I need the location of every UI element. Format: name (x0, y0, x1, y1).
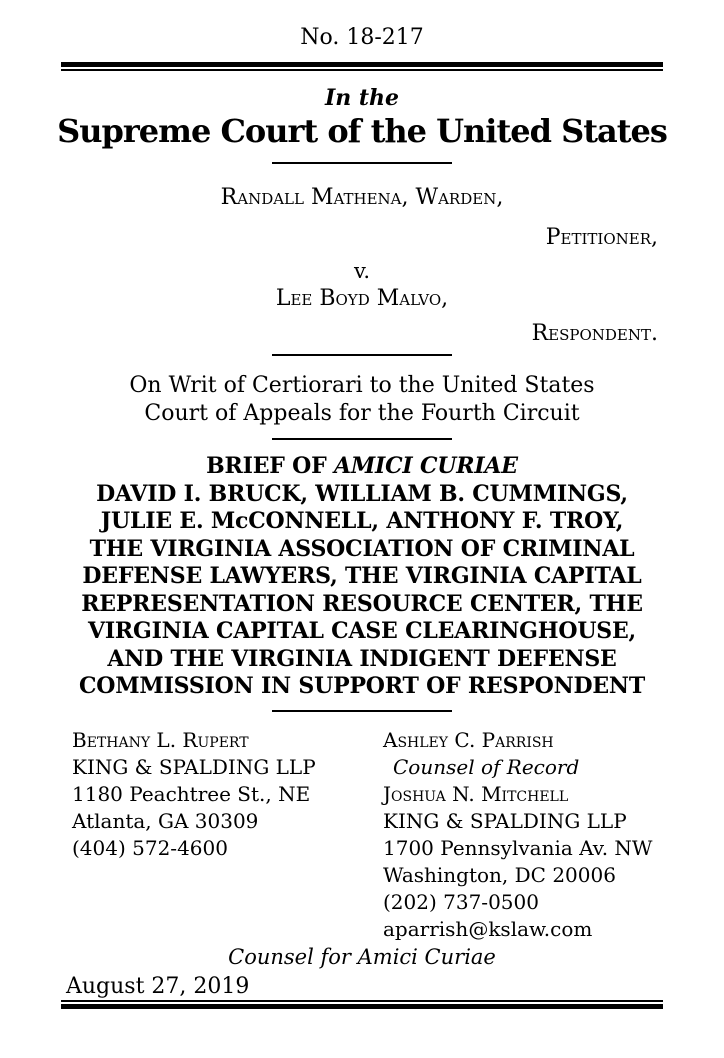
counsel-for-amici-line: Counsel for Amici Curiae (228, 944, 496, 969)
counsel-left-name: Bethany L. Rupert (72, 727, 249, 752)
separator-court (272, 162, 452, 164)
counsel-right-phone: (202) 737-0500 (383, 889, 539, 914)
filing-date: August 27, 2019 (66, 973, 250, 999)
petitioner-label: Petitioner, (545, 225, 658, 250)
counsel-column-right (383, 727, 652, 943)
respondent-name: Lee Boyd Malvo, (275, 286, 449, 311)
versus-marker: v. (353, 259, 371, 283)
respondent-label: Respondent. (531, 321, 658, 346)
separator-caption (272, 354, 452, 356)
petitioner-name: Randall Mathena, Warden, (220, 185, 504, 210)
brief-title-prefix: BRIEF OF (206, 453, 334, 479)
top-double-rule (61, 62, 663, 71)
brief-title-line-8: AND THE VIRGINIA INDIGENT DEFENSE (107, 645, 617, 672)
counsel-left-address2: Atlanta, GA 30309 (72, 808, 259, 833)
counsel-right-address2: Washington, DC 20006 (383, 862, 616, 887)
brief-title-block (0, 453, 724, 701)
brief-title-line-7: VIRGINIA CAPITAL CASE CLEARINGHOUSE, (87, 618, 637, 644)
court-heading-in-the: In the (324, 85, 400, 111)
counsel-left-phone: (404) 572-4600 (72, 835, 228, 860)
docket-number: No. 18-217 (300, 25, 424, 50)
separator-writ (272, 438, 452, 440)
counsel-of-record-label: Counsel of Record (393, 754, 580, 779)
brief-title-line-3: JULIE E. McCONNELL, ANTHONY F. TROY, (100, 508, 624, 534)
counsel-right-name2: Joshua N. Mitchell (383, 781, 569, 806)
counsel-right-address1: 1700 Pennsylvania Av. NW (383, 835, 653, 860)
counsel-left-firm: KING & SPALDING LLP (72, 754, 316, 779)
brief-title-line-1 (0, 453, 724, 481)
bottom-double-rule (61, 1000, 663, 1009)
separator-title (272, 710, 452, 712)
counsel-column-left (72, 727, 362, 943)
brief-title-line-9: COMMISSION IN SUPPORT OF RESPONDENT (78, 673, 646, 699)
brief-title-amici-curiae: AMICI CURIAE (333, 453, 518, 479)
counsel-left-address1: 1180 Peachtree St., NE (72, 781, 311, 806)
brief-title-line-5: DEFENSE LAWYERS, THE VIRGINIA CAPITAL (82, 563, 642, 589)
case-caption (0, 184, 724, 348)
court-name: Supreme Court of the United States (57, 112, 667, 150)
counsel-right-firm: KING & SPALDING LLP (383, 808, 627, 833)
brief-title-line-2: DAVID I. BRUCK, WILLIAM B. CUMMINGS, (96, 480, 628, 507)
writ-statement (0, 372, 724, 428)
writ-line-1: On Writ of Certiorari to the United States (129, 373, 595, 398)
brief-title-line-6: REPRESENTATION RESOURCE CENTER, THE (81, 590, 643, 617)
counsel-right-name: Ashley C. Parrish (383, 727, 554, 752)
counsel-block (0, 727, 724, 943)
brief-title-line-4: THE VIRGINIA ASSOCIATION OF CRIMINAL (89, 535, 635, 562)
counsel-right-email: aparrish@kslaw.com (383, 916, 593, 941)
writ-line-2: Court of Appeals for the Fourth Circuit (144, 401, 580, 426)
